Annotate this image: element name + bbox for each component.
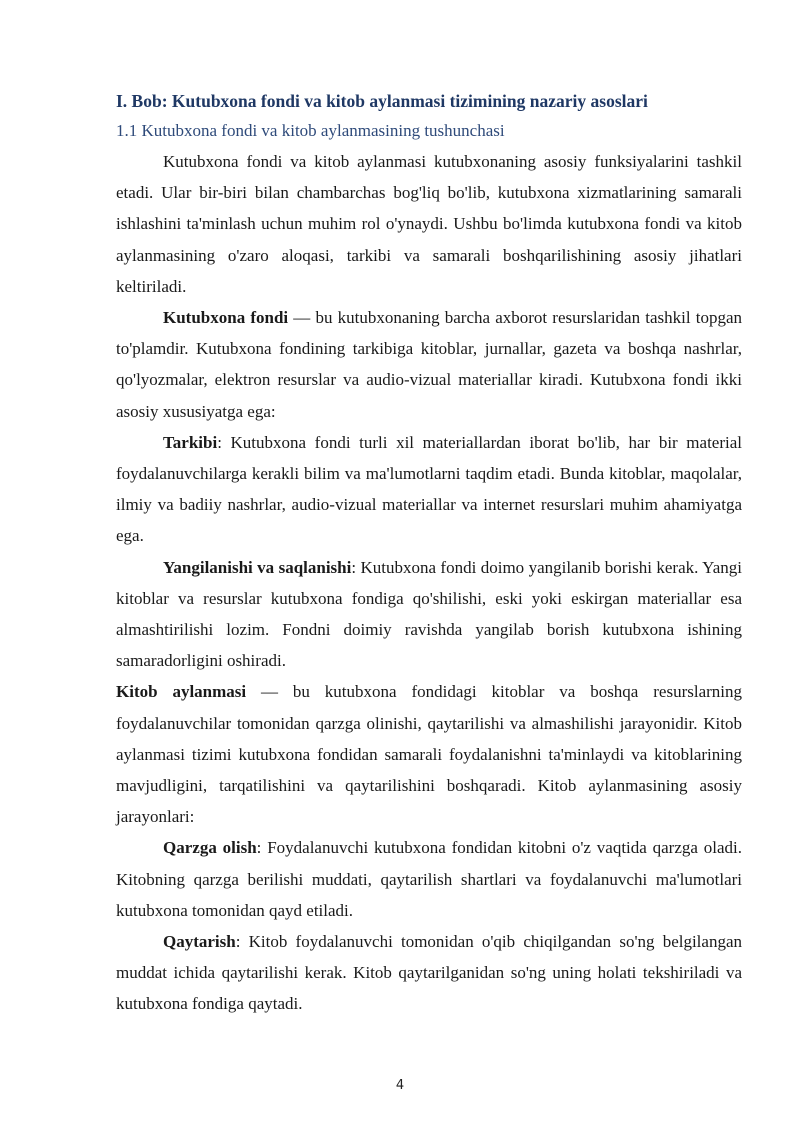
paragraph-returning (116, 926, 742, 1020)
chapter-title: I. Bob: Kutubxona fondi va kitob aylanmasi tizimining nazariy asoslari (116, 91, 648, 111)
paragraph-text: — bu kutubxona fondidagi kitoblar va boshqa resurslarning foydalanuvchilar tomonidan qarzga olinishi, qaytarilishi va almashilishi jarayonidir. Kitob aylanmasi tizimi kutubxona fondidan samarali foydalanishni ta'minlaydi va kitoblarining mavjudligini, tarqatilishini va qaytarilishini boshqaradi. Kitob aylanmasining asosiy jarayonlari: (116, 682, 742, 827)
paragraph-library-fund (116, 302, 742, 427)
paragraph-text: : Foydalanuvchi kutubxona fondidan kitobni o'z vaqtida qarzga oladi. Kitobning qarzga berilishi muddati, qaytarilish shartlari va foydalanuvchi ma'lumotlari kutubxona tomonidan qayd etiladi. (116, 838, 742, 920)
document-page (116, 86, 742, 1020)
term-book-circulation: Kitob aylanmasi (116, 682, 247, 702)
paragraph-text: : Kitob foydalanuvchi tomonidan o'qib chiqilgandan so'ng belgilangan muddat ichida qaytarilishi kerak. Kitob qaytarilganidan so'ng uning holati tekshiriladi va kutubxona fondiga qaytadi. (116, 932, 742, 1014)
section-title: 1.1 Kutubxona fondi va kitob aylanmasining tushunchasi (116, 121, 505, 140)
paragraph-borrowing (116, 832, 742, 926)
paragraph-composition (116, 427, 742, 552)
term-composition: Tarkibi (163, 432, 218, 452)
term-borrowing: Qarzga olish (163, 838, 257, 858)
paragraph-renewal (116, 552, 742, 677)
term-returning: Qaytarish (163, 932, 236, 952)
term-library-fund: Kutubxona fondi (163, 308, 289, 328)
paragraph-book-circulation (116, 676, 742, 832)
term-renewal: Yangilanishi va saqlanishi (163, 557, 352, 577)
paragraph-text: : Kutubxona fondi doimo yangilanib borishi kerak. Yangi kitoblar va resurslar kutubxona fondiga qo'shilishi, eski yoki eskirgan materiallar esa almashtirilishi lozim. Fondni doimiy ravishda yangilab borish kutubxona ishining samaradorligini oshiradi. (116, 557, 742, 671)
paragraph-text: — bu kutubxonaning barcha axborot resurslaridan tashkil topgan to'plamdir. Kutubxona fondining tarkibiga kitoblar, jurnallar, gazeta va boshqa nashrlar, qo'lyozmalar, elektron resurslar va audio-vizual materiallar kiradi. Kutubxona fondi ikki asosiy xususiyatga ega: (116, 308, 742, 421)
paragraph-text: : Kutubxona fondi turli xil materiallardan iborat bo'lib, har bir material foydalanuvchilarga kerakli bilim va ma'lumotlarni taqdim etadi. Bunda kitoblar, maqolalar, ilmiy va badiiy nashrlar, audio-vizual materiallar va internet resurslari muhim ahamiyatga ega. (116, 432, 742, 546)
page-number: 4 (395, 1078, 405, 1093)
paragraph-intro: Kutubxona fondi va kitob aylanmasi kutubxonaning asosiy funksiyalarini tashkil etadi. Ular bir-biri bilan chambarchas bog'liq bo'lib, kutubxona xizmatlarining samarali ishlashini ta'minlash uchun muhim rol o'ynaydi. Ushbu bo'limda kutubxona fondi va kitob aylanmasining o'zaro aloqasi, tarkibi va samarali boshqarilishining asosiy jihatlari keltiriladi. (116, 152, 742, 296)
